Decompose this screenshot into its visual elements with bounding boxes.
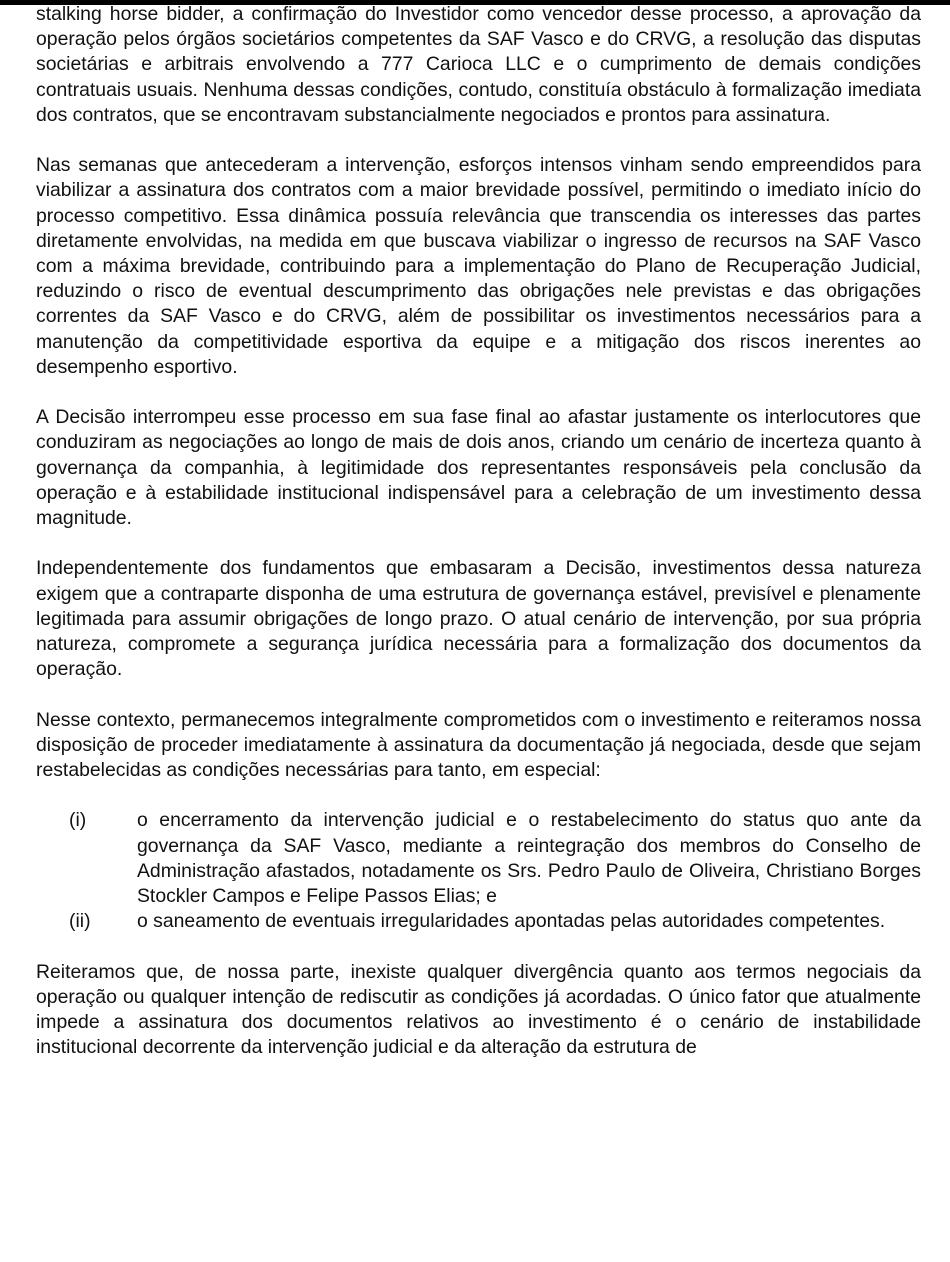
- list-item: [36, 808, 921, 909]
- paragraph-commitment: Nesse contexto, permanecemos integralmente comprometidos com o investimento e reiteramos nossa disposição de proceder imediatamente à assinatura da documentação já negociada, desde que sejam restabelecidas as condições necessárias para tanto, em especial:: [36, 708, 921, 782]
- paragraph-governance: Independentemente dos fundamentos que embasaram a Decisão, investimentos dessa natureza exigem que a contraparte disponha de uma estrutura de governança estável, previsível e plenamente legitimada para assumir obrigações de longo prazo. O atual cenário de intervenção, por sua própria natureza, compromete a segurança jurídica necessária para a formalização dos documentos da operação.: [36, 557, 921, 681]
- list-item: [36, 909, 921, 934]
- paragraph-spacer: [36, 531, 921, 556]
- paragraph-weeks-before: Nas semanas que antecederam a intervenção, esforços intensos vinham sendo empreendidos para viabilizar a assinatura dos contratos com a maior brevidade possível, permitindo o imediato início do processo competitivo. Essa dinâmica possuía relevância que transcendia os interesses das partes diretamente envolvidas, na medida em que buscava viabilizar o ingresso de recursos na SAF Vasco com a máxima brevidade, contribuindo para a implementação do Plano de Recuperação Judicial, reduzindo o risco de eventual descumprimento das obrigações nele previstas e das obrigações correntes da SAF Vasco e do CRVG, além de possibilitar os investimentos necessários para a manutenção da competitividade esportiva da equipe e a mitigação dos riscos inerentes ao desempenho esportivo.: [36, 154, 921, 378]
- list-marker: (ii): [69, 910, 91, 933]
- list-marker: (i): [69, 809, 87, 832]
- paragraph-spacer: [36, 934, 921, 959]
- document-page: [36, 2, 921, 1060]
- list-item-text: o saneamento de eventuais irregularidades apontadas pelas autoridades competentes.: [137, 910, 886, 933]
- paragraph-spacer: [36, 783, 921, 808]
- list-item-text: o encerramento da intervenção judicial e o restabelecimento do status quo ante da governança da SAF Vasco, mediante a reintegração dos membros do Conselho de Administração afastados, notadamente os Srs. Pedro Paulo de Oliveira, Christiano Borges Stockler Campos e Felipe Passos Elias; e: [137, 809, 921, 908]
- paragraph-decision-interrupted: A Decisão interrompeu esse processo em sua fase final ao afastar justamente os interlocutores que conduziram as negociações ao longo de mais de dois anos, criando um cenário de incerteza quanto à governança da companhia, à legitimidade dos representantes responsáveis pela conclusão da operação e à estabilidade institucional indispensável para a celebração de um investimento dessa magnitude.: [36, 406, 921, 530]
- paragraph-spacer: [36, 682, 921, 707]
- paragraph-conditions: stalking horse bidder, a confirmação do Investidor como vencedor desse processo, a aprovação da operação pelos órgãos societários competentes da SAF Vasco e do CRVG, a resolução das disputas societárias e arbitrais envolvendo a 777 Carioca LLC e o cumprimento de demais condições contratuais usuais. Nenhuma dessas condições, contudo, constituía obstáculo à formalização imediata dos contratos, que se encontravam substancialmente negociados e prontos para assinatura.: [36, 3, 921, 126]
- paragraph-spacer: [36, 380, 921, 405]
- paragraph-closing: Reiteramos que, de nossa parte, inexiste qualquer divergência quanto aos termos negociais da operação ou qualquer intenção de rediscutir as condições já acordadas. O único fator que atualmente impede a assinatura dos documentos relativos ao investimento é o cenário de instabilidade institucional decorrente da intervenção judicial e da alteração da estrutura de: [36, 960, 921, 1059]
- conditions-list: [36, 808, 921, 934]
- paragraph-spacer: [36, 128, 921, 153]
